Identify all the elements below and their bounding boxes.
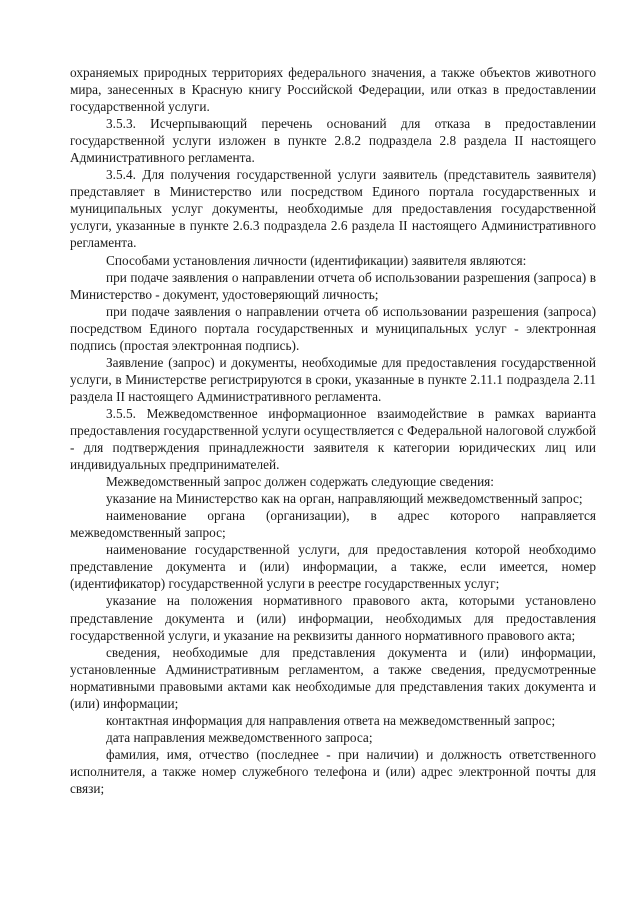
list-item-contact-info: контактная информация для направления ответа на межведомственный запрос; — [106, 712, 556, 728]
document-body — [70, 64, 596, 797]
list-item-required-info: сведения, необходимые для представления документа и (или) информации, установленные Административным регламентом, а также сведения, предусмотренные нормативными правовыми актами как необходимые для представления таких документа и (или) информации; — [70, 644, 596, 711]
list-item-legal-act: указание на положения нормативного правового акта, которыми установлено представление документа и (или) информации, необходимых для предоставления государственной услуги, и указание на реквизиты данного нормативного правового акта; — [70, 593, 596, 643]
list-item-service-name: наименование государственной услуги, для предоставления которой необходимо представление документа и (или) информации, а также, если имеется, номер (идентификатор) государственной услуги в реестре государственных услуг; — [70, 542, 596, 592]
paragraph-3-5-4: 3.5.4. Для получения государственной услуги заявитель (представитель заявителя) представляет в Министерство или посредством Единого портала государственных и муниципальных услуг документы, необходимые для предоставления государственной услуги, указанные в пункте 2.6.3 подраздела 2.6 раздела II настоящего Административного регламента. — [70, 167, 596, 251]
list-item-organ-name: наименование органа (организации), в адрес которого направляется межведомственный запрос; — [70, 508, 596, 541]
paragraph-identification-ministry: при подаче заявления о направлении отчета об использовании разрешения (запроса) в Министерство - документ, удостоверяющий личность; — [70, 269, 596, 302]
paragraph-identification-portal: при подаче заявления о направлении отчета об использовании разрешения (запроса) посредством Единого портала государственных и муниципальных услуг - электронная подпись (простая электронная подпись). — [70, 303, 596, 353]
paragraph-continuation: охраняемых природных территориях федерального значения, а также объектов животного мира, занесенных в Красную книгу Российской Федерации, или отказ в предоставлении государственной услуги. — [70, 65, 596, 115]
paragraph-3-5-3: 3.5.3. Исчерпывающий перечень оснований для отказа в предоставлении государственной услуги изложен в пункте 2.8.2 подраздела 2.8 раздела II настоящего Административного регламента. — [70, 116, 596, 166]
paragraph-registration: Заявление (запрос) и документы, необходимые для предоставления государственной услуги, в Министерстве регистрируются в сроки, указанные в пункте 2.11.1 подраздела 2.11 раздела II настоящего Административного регламента. — [70, 354, 596, 404]
list-item-executor: фамилия, имя, отчество (последнее - при наличии) и должность ответственного исполнителя, а также номер служебного телефона и (или) адрес электронной почты для связи; — [70, 746, 596, 796]
list-item-ministry: указание на Министерство как на орган, направляющий межведомственный запрос; — [106, 491, 583, 507]
list-item-request-date: дата направления межведомственного запроса; — [106, 729, 373, 745]
paragraph-identification-methods: Способами установления личности (идентификации) заявителя являются: — [106, 252, 527, 268]
paragraph-3-5-5: 3.5.5. Межведомственное информационное взаимодействие в рамках варианта предоставления государственной услуги осуществляется с Федеральной налоговой службой - для подтверждения принадлежности заявителя к категории юридических лиц или индивидуальных предпринимателей. — [70, 405, 596, 473]
paragraph-request-contents: Межведомственный запрос должен содержать следующие сведения: — [106, 474, 494, 490]
